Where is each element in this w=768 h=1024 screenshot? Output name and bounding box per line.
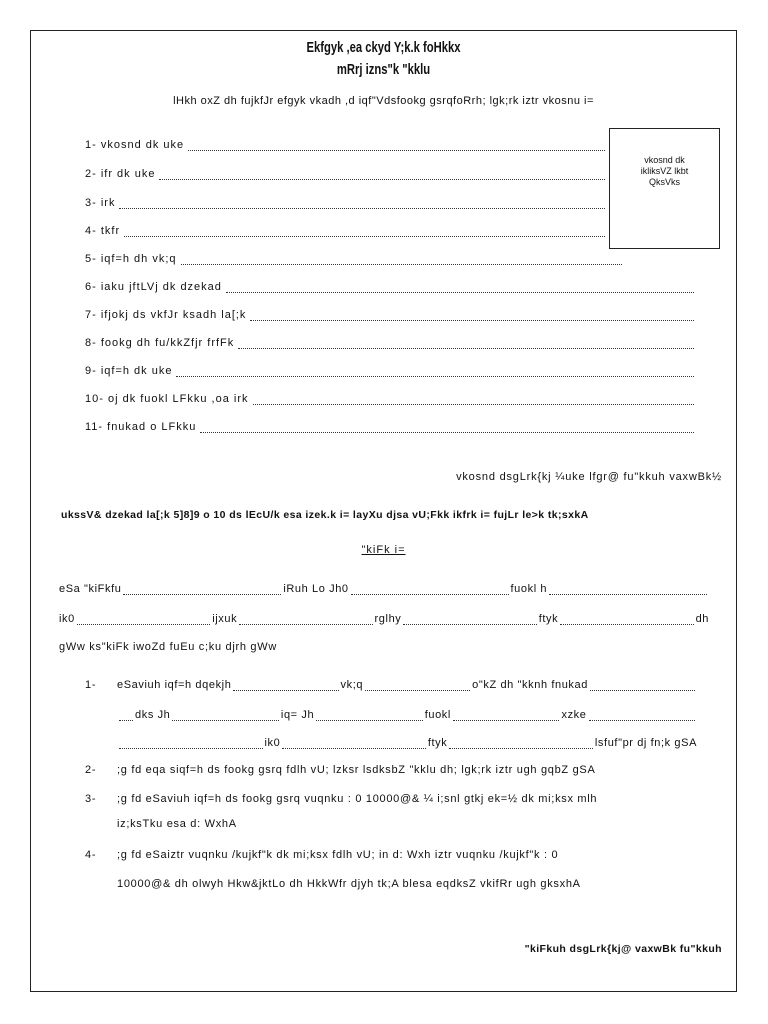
- affidavit-line-2: [59, 609, 709, 625]
- point-number: 3-: [85, 793, 97, 805]
- point-number: 4-: [85, 849, 97, 861]
- field-daughter-name[interactable]: [85, 361, 694, 377]
- affidavit-text: vk;q: [340, 679, 364, 691]
- fill-line[interactable]: [253, 396, 694, 405]
- field-label: 3- irk: [85, 197, 116, 209]
- affidavit-text: ftyk: [427, 737, 448, 749]
- fill-line[interactable]: [239, 616, 372, 625]
- fill-line[interactable]: [123, 586, 281, 595]
- fill-line[interactable]: [119, 740, 263, 749]
- field-date-place[interactable]: [85, 417, 694, 433]
- field-label: 9- iqf=h dk uke: [85, 365, 173, 377]
- field-label: 11- fnukad o LFkku: [85, 421, 197, 433]
- application-form-page: [30, 30, 737, 992]
- fill-line[interactable]: [226, 284, 694, 293]
- affidavit-text: fuokl h: [510, 583, 548, 595]
- photo-box-line2: ikliksVZ lkbt: [640, 166, 689, 176]
- fill-line[interactable]: [233, 682, 338, 691]
- fill-line[interactable]: [119, 712, 133, 721]
- field-marriage-date[interactable]: [85, 333, 694, 349]
- fill-line[interactable]: [453, 712, 560, 721]
- affidavit-text: xzke: [561, 709, 587, 721]
- fill-line[interactable]: [238, 340, 694, 349]
- affidavit-text: rglhy: [374, 613, 402, 625]
- field-label: 4- tkfr: [85, 225, 121, 237]
- field-applicant-name[interactable]: [85, 135, 605, 151]
- affidavit-text: lsfuf"pr dj fn;k gSA: [594, 737, 698, 749]
- affidavit-text: eSaviuh iqf=h dqekjh: [117, 679, 232, 691]
- fill-line[interactable]: [589, 712, 696, 721]
- affidavit-text: iRuh Lo Jh0: [283, 583, 349, 595]
- fill-line[interactable]: [188, 142, 605, 151]
- field-husband-name[interactable]: [85, 164, 605, 180]
- affidavit-text: dks Jh: [135, 709, 171, 721]
- affidavit-point-2: ;g fd eqa siqf=h ds fookg gsrq fdlh vU; lzksr lsdksbZ "kklu dh; lgk;rk iztr ugh gqbZ gSA: [117, 764, 596, 776]
- photo-box-line3: QksVks: [648, 177, 680, 187]
- point-number: 2-: [85, 764, 97, 776]
- field-groom-address[interactable]: [85, 389, 694, 405]
- deponent-signature-label: "kiFkuh dsgLrk{kj@ vaxwBk fu"kkuh: [524, 943, 722, 955]
- fill-line[interactable]: [119, 200, 605, 209]
- affidavit-title: "kiFk i=: [361, 544, 406, 556]
- affidavit-text: o"kZ dh "kknh fnukad: [472, 679, 588, 691]
- fill-line[interactable]: [449, 740, 593, 749]
- field-label: 2- ifr dk uke: [85, 168, 156, 180]
- point-number: 1-: [85, 679, 97, 691]
- affidavit-point-3: ;g fd eSaviuh iqf=h ds fookg gsrq vuqnku : 0 10000@& ¼ i;snl gtkj ek=½ dk mi;ksx mlh: [117, 793, 598, 805]
- field-label: 6- iaku jftLVj dk dzekad: [85, 281, 222, 293]
- government-title: mRrj izns"k "kklu: [336, 61, 431, 78]
- applicant-signature-label: vkosnd dsgLrk{kj ¼uke lfgr@ fu"kkuh vaxwBk½: [456, 471, 722, 483]
- affidavit-text: ftyk: [538, 613, 559, 625]
- affidavit-text: fuokl: [424, 709, 451, 721]
- fill-line[interactable]: [77, 616, 210, 625]
- affidavit-point-1-line-2: [117, 705, 697, 721]
- fill-line[interactable]: [351, 586, 509, 595]
- fill-line[interactable]: [282, 740, 426, 749]
- affidavit-line-3: gWw ks"kiFk iwoZd fuEu c;ku djrh gWw: [59, 641, 277, 653]
- field-label: 1- vkosnd dk uke: [85, 139, 185, 151]
- fill-line[interactable]: [365, 682, 470, 691]
- field-address[interactable]: [85, 193, 605, 209]
- fill-line[interactable]: [172, 712, 279, 721]
- field-label: 10- oj dk fuokl LFkku ,oa irk: [85, 393, 249, 405]
- affidavit-point-1-line-3: [117, 733, 697, 749]
- note-text: ukssV& dzekad la[;k 5]8]9 o 10 ds lEcU/k esa izek.k i= layXu djsa vU;Fkk ikfrk i= fujLr le>k tk;sxkA: [61, 509, 589, 521]
- field-pension-register-no[interactable]: [85, 277, 694, 293]
- affidavit-line-1: [59, 579, 709, 595]
- affidavit-text: iq= Jh: [280, 709, 315, 721]
- form-subtitle: lHkh oxZ dh fujkfJr efgyk vkadh ,d iqf"Vdsfookg gsrqfoRrh; lgk;rk iztr vkosnu i=: [173, 95, 594, 107]
- affidavit-point-1: [117, 675, 697, 691]
- fill-line[interactable]: [560, 616, 693, 625]
- affidavit-text: ik0: [59, 613, 75, 625]
- fill-line[interactable]: [316, 712, 423, 721]
- affidavit-text: ik0: [264, 737, 281, 749]
- fill-line[interactable]: [124, 228, 605, 237]
- fill-line[interactable]: [549, 586, 707, 595]
- fill-line[interactable]: [200, 424, 694, 433]
- photo-box: [609, 128, 720, 249]
- affidavit-point-4-cont: 10000@& dh olwyh Hkw&jktLo dh HkkWfr djyh tk;A blesa eqdksZ vkifRr ugh gksxhA: [117, 878, 581, 890]
- field-daughter-age[interactable]: [85, 249, 622, 265]
- fill-line[interactable]: [176, 368, 694, 377]
- affidavit-text: ijxuk: [212, 613, 238, 625]
- fill-line[interactable]: [403, 616, 536, 625]
- field-label: 7- ifjokj ds vkfJr ksadh la[;k: [85, 309, 247, 321]
- affidavit-point-3-cont: iz;ksTku esa d: WxhA: [117, 818, 237, 830]
- fill-line[interactable]: [181, 256, 622, 265]
- field-caste[interactable]: [85, 221, 605, 237]
- fill-line[interactable]: [590, 682, 695, 691]
- affidavit-text: eSa "kiFkfu: [59, 583, 122, 595]
- fill-line[interactable]: [250, 312, 694, 321]
- field-dependents-count[interactable]: [85, 305, 694, 321]
- photo-box-line1: vkosnd dk: [644, 155, 685, 165]
- affidavit-point-4: ;g fd eSaiztr vuqnku /kujkf"k dk mi;ksx fdlh vU; in d: Wxh iztr vuqnku /kujkf"k : 0: [117, 849, 559, 861]
- fill-line[interactable]: [159, 171, 605, 180]
- field-label: 8- fookg dh fu/kkZfjr frfFk: [85, 337, 235, 349]
- affidavit-text: dh: [695, 613, 709, 625]
- department-title: Ekfgyk ,ea ckyd Y;k.k foHkkx: [306, 39, 461, 56]
- field-label: 5- iqf=h dh vk;q: [85, 253, 177, 265]
